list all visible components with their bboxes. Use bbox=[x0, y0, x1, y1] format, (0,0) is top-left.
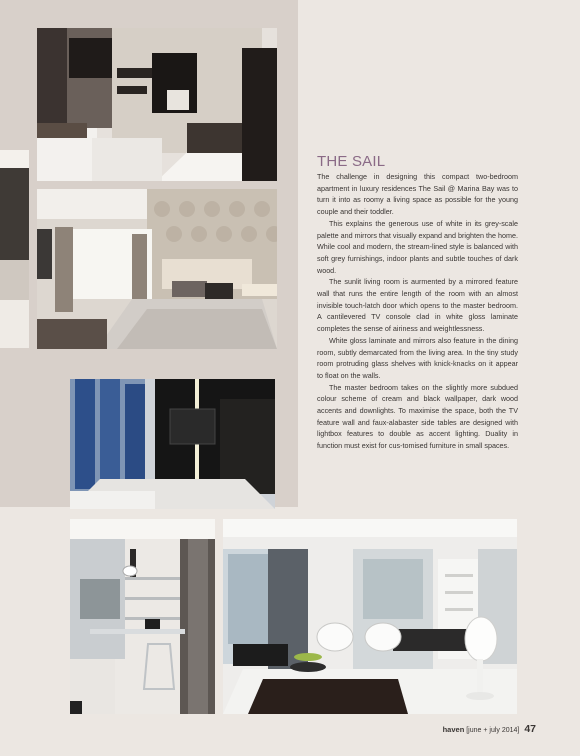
photo-living-room-partial bbox=[0, 150, 29, 348]
article-paragraph: The sunlit living room is aurmented by a mirrored feature wall that runs the entire length of the room with an almost invisible touch-latch door which opens to the master bedroom. A cantilevered TV console clad in white gloss laminate completes the sense of airiness and weightlessness. bbox=[317, 277, 518, 334]
article-paragraph: This explains the generous use of white in its grey-scale palette and mirrors that visually expand and brighten the home. While cool and modern, the stream-lined style is balanced with soft grey furnishings, indoor plants and subtle touches of dark wood. bbox=[317, 218, 518, 275]
page-footer bbox=[443, 723, 536, 735]
article-paragraph: The master bedroom takes on the slightly more subdued colour scheme of cream and black wallpaper, dark wood accents and downlights. To maximise the space, both the TV feature wall and faux-alabaster side tables are designed with lightbox features to double as accent lighting. Duality in function must exist for cus-tomised furniture in small spaces. bbox=[317, 382, 518, 451]
article-title: THE SAIL bbox=[317, 153, 386, 170]
issue-date: [june + july 2014] bbox=[466, 727, 520, 734]
article-body bbox=[317, 171, 518, 452]
photo-master-bedroom bbox=[37, 189, 277, 349]
article-paragraph: The challenge in designing this compact two-bedroom apartment in luxury residences The Sail @ Marina Bay was to turn it into as roomy a living space as possible for the young couple and their toddler. bbox=[317, 172, 518, 217]
photo-living-room-wide bbox=[223, 519, 517, 714]
magazine-name: haven bbox=[442, 725, 465, 734]
photo-living-feature-wall bbox=[37, 28, 277, 181]
article-paragraph: White gloss laminate and mirrors also feature in the dining room, subtly demarcated from the living area. In the tiny study room protruding glass shelves with knick-knacks on it appear to float on the walls. bbox=[317, 335, 518, 380]
page-number: 47 bbox=[524, 723, 536, 735]
photo-dining-feature-wall bbox=[70, 379, 275, 509]
photo-study-room bbox=[70, 519, 215, 714]
